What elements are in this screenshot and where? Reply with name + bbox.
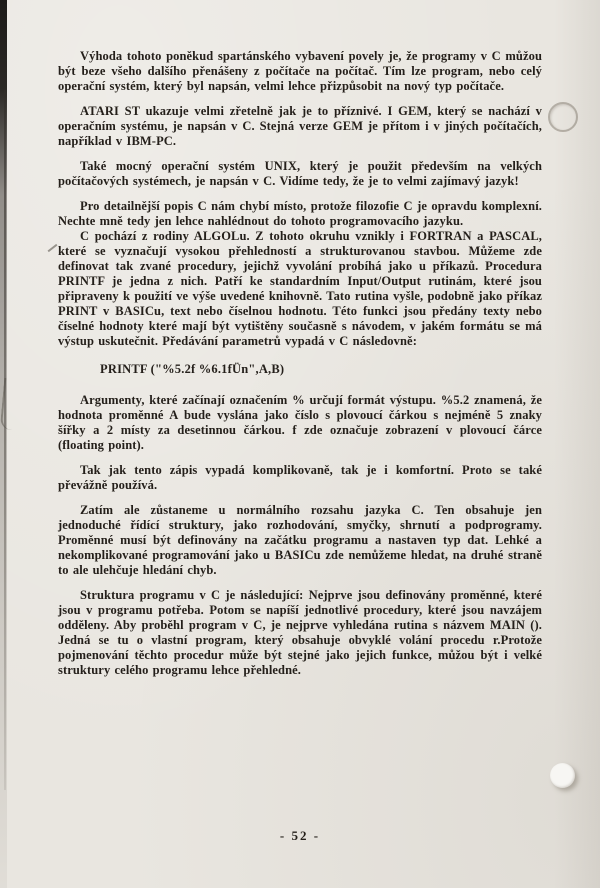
- scan-right-shading: [554, 0, 600, 888]
- paragraph-comfort: Tak jak tento zápis vypadá komplikovaně, tak je i komfortní. Proto se také převážně používá.: [58, 463, 542, 492]
- scan-edge-line: [4, 90, 6, 790]
- paragraph-unix: Také mocný operační systém UNIX, který je použit především na velkých počítačových systémech, je napsán v C. Vidíme tedy, že je to velmi zajímavý jazyk!: [58, 159, 542, 188]
- page-number: - 52 -: [279, 828, 321, 843]
- paragraph-algol-printf: C pochází z rodiny ALGOLu. Z tohoto okruhu vznikly i FORTRAN a PASCAL, které se vyznačují vysokou přehledností a strukturovanou stavbou. Můžeme zde definovat tak zvané procedury, jejichž vyvolání probíhá jako u příkazů. Procedura PRINTF je jedna z nich. Patří ke standardním Input/Output rutinám, které jsou připraveny k použití ve výše uvedené knihovně. Tato rutina vyšle, podobně jako příkaz PRINT v BASICu, text nebo číselnou hodnotu. Této funkci jsou předány texty nebo číselné hodnoty které mají být vytištěny současně s návodem, v jakém formátu se má výstup uskutečnit. Předávání parametrů vypadá v C následovně:: [58, 229, 542, 348]
- paragraph-c-portability: Výhoda tohoto poněkud spartánského vybavení povely je, že programy v C můžou být beze všeho dalšího přenášeny z počítače na počítač. Tím lze program, nebo celý operační systém, který byl napsán, velmi lehce přizpůsobit na nový typ počítače.: [58, 49, 542, 93]
- paragraph-c-overview: Pro detailnější popis C nám chybí místo, protože filozofie C je opravdu komplexní. Nechte mně tedy jen lehce nahlédnout do tohoto programovacího jazyku.: [58, 199, 542, 228]
- stray-pen-mark: [48, 244, 58, 252]
- paragraph-format-arguments: Argumenty, které začínají označením % určují formát výstupu. %5.2 znamená, že hodnota proměnné A bude vyslána jako číslo s plovoucí čárkou s nejméně 5 znaky šířky a 2 místy za desetinnou čárkou. f zde označuje zobrazení v plovoucí čárce (floating point).: [58, 393, 542, 452]
- paragraph-atari-gem: ATARI ST ukazuje velmi zřetelně jak je to příznivé. I GEM, který se nachází v operačním systému, je napsán v C. Stejná verze GEM je přítom i v jiných počítačích, například v IBM-PC.: [58, 104, 542, 148]
- printf-code-line: PRINTF ("%5.2f %6.1fÜn",A,B): [100, 362, 285, 376]
- page-text-block: [58, 49, 542, 678]
- paragraph-c-structures: Zatím ale zůstaneme u normálního rozsahu jazyka C. Ten obsahuje jen jednoduché řídící struktury, jako rozhodování, smyčky, shrnutí a podprogramy. Proměnné musí být definovány na začátku programu a nastaven typ dat. Lehké a nekomplikované programování jako u BASICu zde nemůžeme hledat, na druhé straně to ale ulehčuje hledání chyb.: [58, 503, 542, 577]
- binder-hole-outline: [548, 102, 578, 132]
- punch-hole: [550, 763, 575, 788]
- paragraph-program-structure: Struktura programu v C je následující: Nejprve jsou definovány proměnné, které jsou v programu potřeba. Potom se napíší jednotlivé procedury, které jsou navzájem odděleny. Aby proběhl program v C, je nejprve vyhledána rutina s názvem MAIN (). Jedná se tu o vlastní program, který obsahuje obvyklé volání procedu r.Protože pojmenování těchto procedur může být stejné jako jejich funkce, můžou být i velké struktury celého programu lehce přehledné.: [58, 588, 542, 677]
